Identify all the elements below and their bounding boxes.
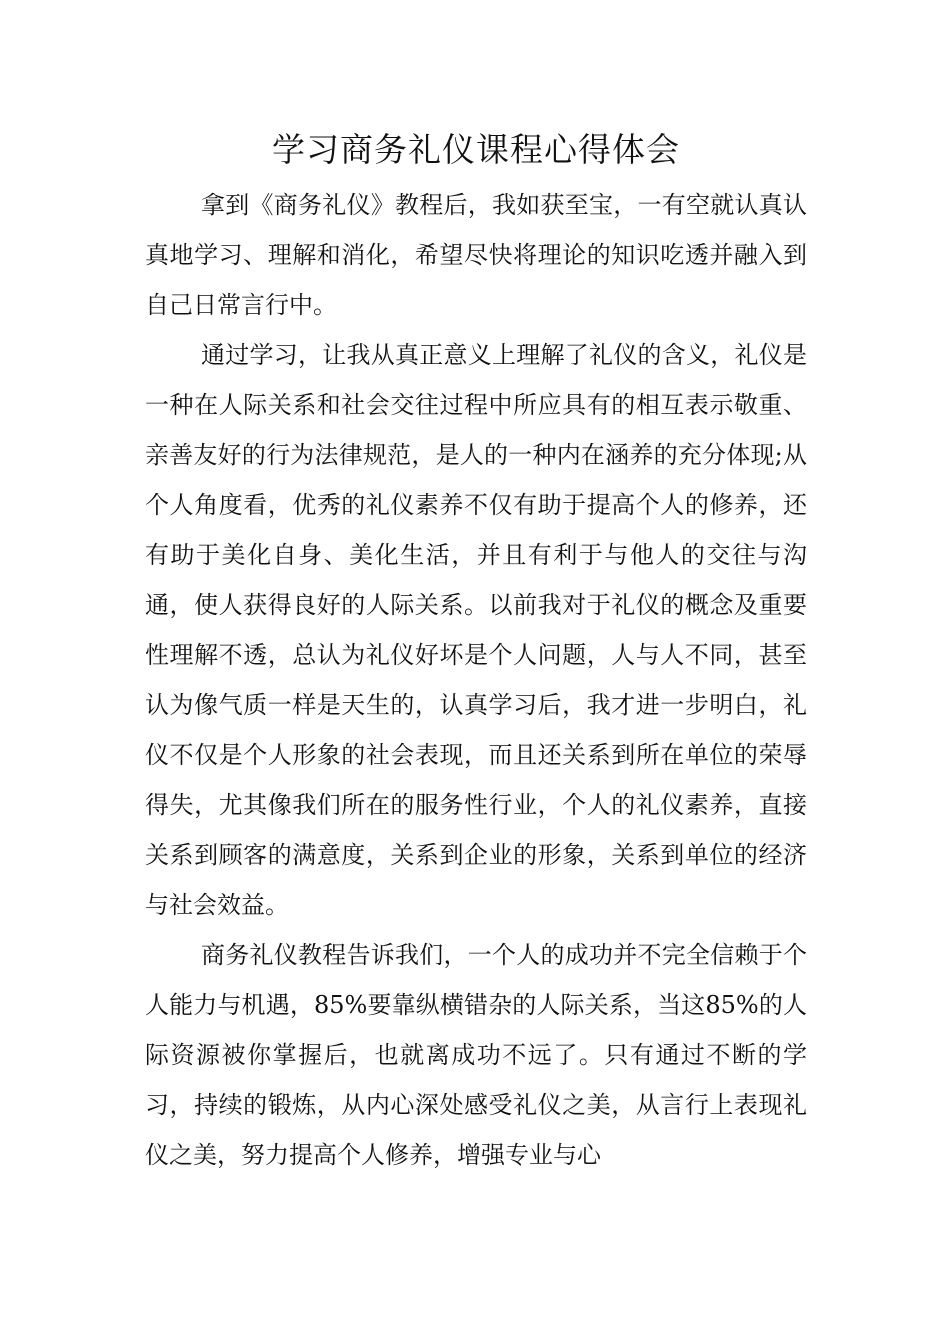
paragraph-1: 拿到《商务礼仪》教程后，我如获至宝，一有空就认真认真地学习、理解和消化，希望尽快将理论的知识吃透并融入到自己日常言行中。: [145, 191, 807, 319]
document-title: 学习商务礼仪课程心得体会: [272, 130, 680, 169]
paragraph-3: 商务礼仪教程告诉我们，一个人的成功并不完全信赖于个人能力与机遇，85%要靠纵横错杂的人际关系，当这85%的人际资源被你掌握后，也就离成功不远了。只有通过不断的学习，持续的锻炼，从内心深处感受礼仪之美，从言行上表现礼仪之美，努力提高个人修养，增强专业与心: [145, 941, 807, 1169]
paragraph-2: 通过学习，让我从真正意义上理解了礼仪的含义，礼仪是一种在人际关系和社会交往过程中所应具有的相互表示敬重、亲善友好的行为法律规范，是人的一种内在涵养的充分体现;从个人角度看，优秀的礼仪素养不仅有助于提高个人的修养，还有助于美化自身、美化生活，并且有利于与他人的交往与沟通，使人获得良好的人际关系。以前我对于礼仪的概念及重要性理解不透，总认为礼仪好坏是个人问题，人与人不同，甚至认为像气质一样是天生的，认真学习后，我才进一步明白，礼仪不仅是个人形象的社会表现，而且还关系到所在单位的荣辱得失，尤其像我们所在的服务性行业，个人的礼仪素养，直接关系到顾客的满意度，关系到企业的形象，关系到单位的经济与社会效益。: [145, 341, 807, 919]
document-page: [145, 120, 807, 1180]
